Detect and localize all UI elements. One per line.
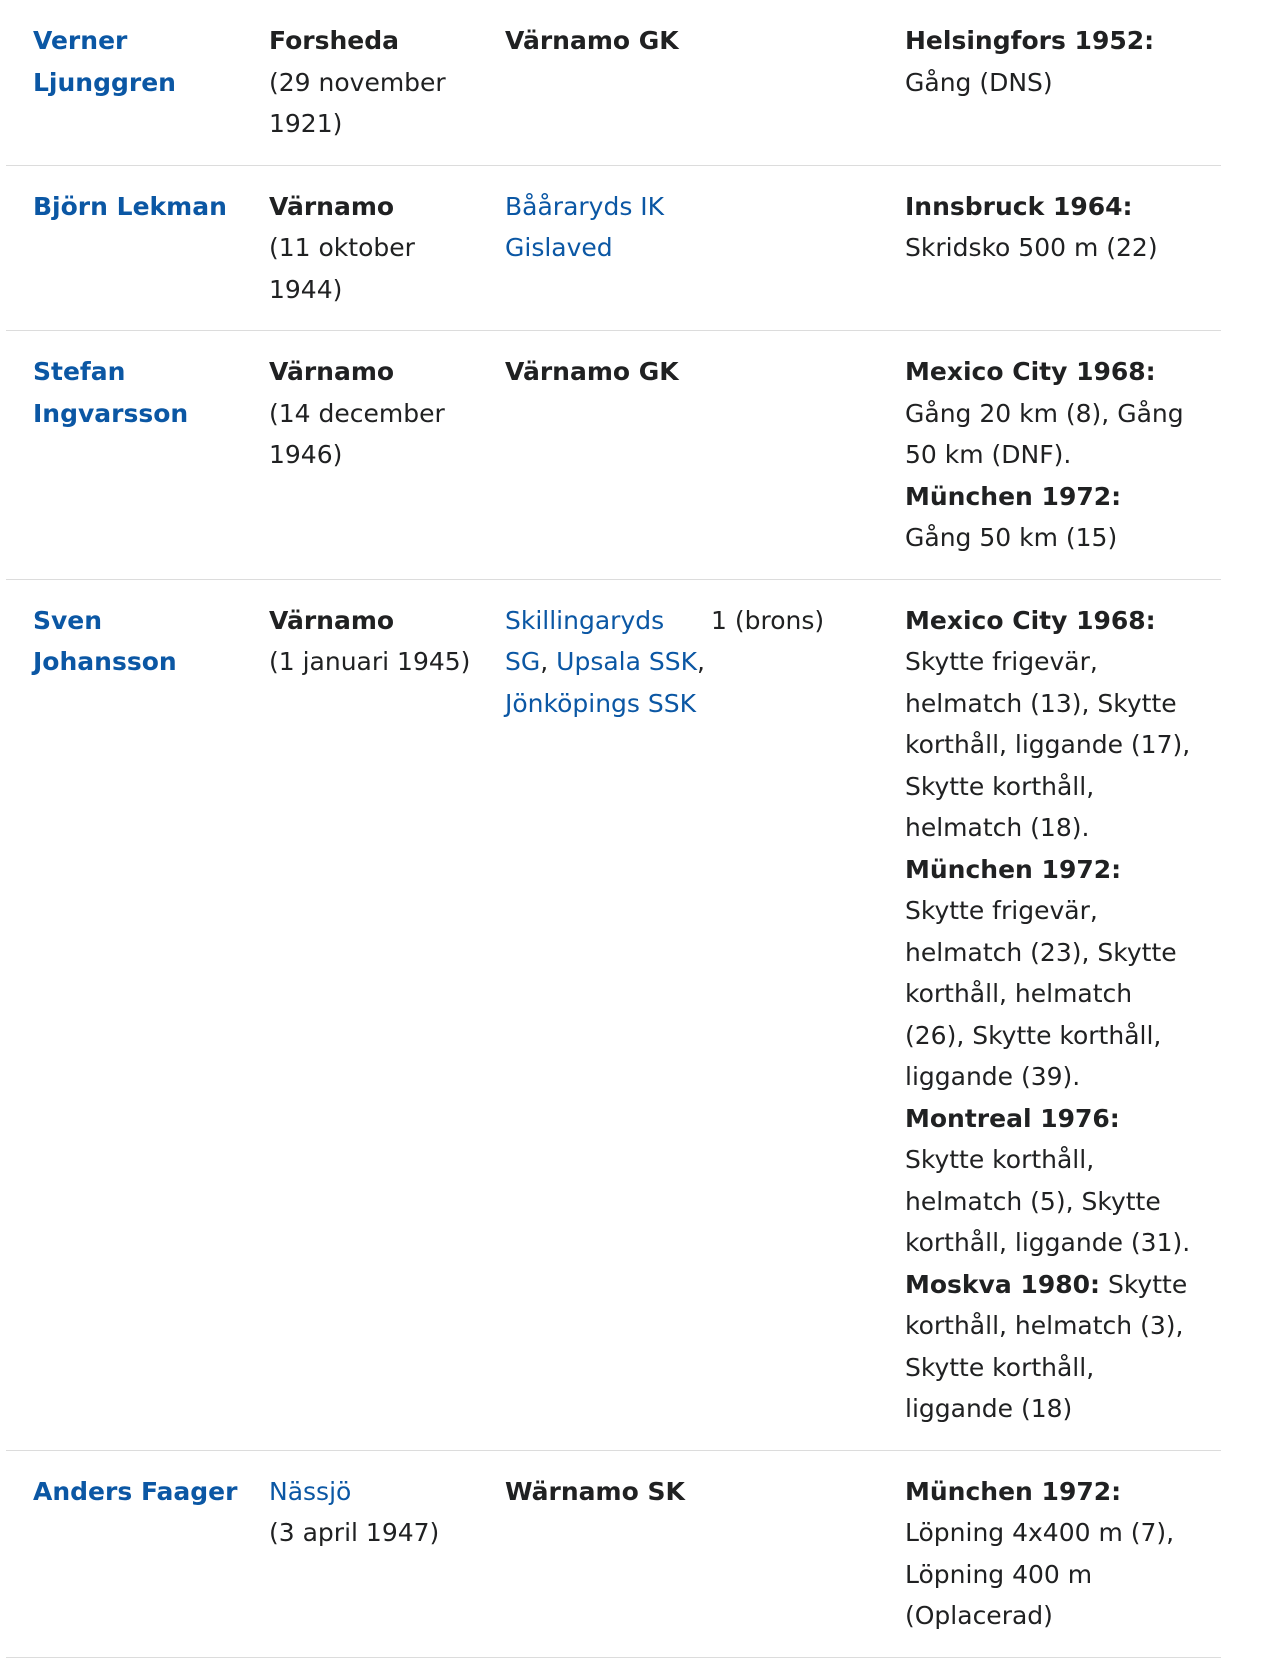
games-cell — [878, 165, 1221, 331]
name-cell — [6, 0, 242, 165]
birthdate: (3 april 1947) — [269, 1518, 440, 1547]
games-cell — [878, 0, 1221, 165]
medal-cell — [705, 0, 878, 165]
medal-text: 1 (brons) — [711, 605, 825, 635]
table-row — [6, 0, 1221, 165]
club-cell — [478, 165, 705, 331]
club-link[interactable]: Jönköpings SSK — [505, 688, 697, 718]
athlete-name-link[interactable]: Verner Ljunggren — [33, 26, 176, 97]
games-events: Löpning 4x400 m (7), Löpning 400 m (Oplacerad) — [905, 1518, 1175, 1630]
medal-cell — [705, 165, 878, 331]
games-edition: Moskva 1980: — [905, 1269, 1101, 1299]
medal-cell — [705, 579, 878, 1450]
club-cell: Skillingaryds SG, Upsala SSK, Jönköpings SSK — [478, 579, 705, 1450]
athlete-name-link[interactable]: Stefan Ingvarsson — [33, 357, 189, 428]
games-events: Gång 50 km (15) — [905, 523, 1118, 552]
games-events: Skytte frigevär, helmatch (13), Skytte korthåll, liggande (17), Skytte korthåll, helmatch (18). — [905, 647, 1191, 842]
club-link[interactable]: Skillingaryds SG — [505, 605, 665, 676]
games-edition: Mexico City 1968: — [905, 357, 1156, 386]
athlete-name-link[interactable]: Björn Lekman — [33, 191, 227, 221]
birthdate: (14 december 1946) — [269, 398, 445, 469]
name-cell — [6, 331, 242, 580]
medal-cell — [705, 331, 878, 580]
games-events: Gång (DNS) — [905, 67, 1053, 97]
name-cell — [6, 579, 242, 1450]
birthplace-link[interactable]: Nässjö — [269, 1476, 352, 1506]
club-cell — [478, 0, 705, 165]
birthplace: Värnamo — [269, 357, 395, 386]
birth-cell — [242, 0, 478, 165]
table-row — [6, 579, 1221, 1450]
club-name: Värnamo GK — [505, 26, 679, 55]
birthdate: (1 januari 1945) — [269, 647, 471, 676]
games-cell — [878, 331, 1221, 580]
games-events: Skytte korthåll, helmatch (5), Skytte korthåll, liggande (31). — [905, 1145, 1191, 1257]
club-link[interactable]: Bååraryds IK Gislaved — [505, 191, 665, 262]
birth-cell — [242, 579, 478, 1450]
games-cell — [878, 579, 1221, 1450]
table-row — [6, 165, 1221, 331]
club-name: Värnamo GK — [505, 357, 679, 386]
games-events: Skytte frigevär, helmatch (23), Skytte korthåll, helmatch (26), Skytte korthåll, liggande (39). — [905, 896, 1177, 1091]
table-row — [6, 331, 1221, 580]
games-edition: Innsbruck 1964: — [905, 191, 1133, 221]
games-events: Skytte korthåll, helmatch (3), Skytte korthåll, liggande (18) — [905, 1269, 1188, 1423]
birth-cell — [242, 165, 478, 331]
club-name: Wärnamo SK — [505, 1476, 685, 1506]
games-events: Gång 20 km (8), Gång 50 km (DNF). — [905, 398, 1184, 469]
birth-cell — [242, 331, 478, 580]
birthplace: Värnamo — [269, 191, 395, 221]
birthplace: Forsheda — [269, 26, 399, 55]
birthdate: (29 november 1921) — [269, 67, 446, 138]
games-edition: München 1972: — [905, 854, 1122, 884]
athlete-name-link[interactable]: Sven Johansson — [33, 605, 177, 676]
games-edition: München 1972: — [905, 481, 1122, 511]
athlete-name-link[interactable]: Anders Faager — [33, 1476, 238, 1506]
games-edition: Helsingfors 1952: — [905, 26, 1155, 55]
games-edition: Montreal 1976: — [905, 1103, 1120, 1133]
club-link[interactable]: Upsala SSK — [556, 647, 698, 676]
games-edition: Mexico City 1968: — [905, 605, 1156, 635]
name-cell — [6, 165, 242, 331]
games-edition: München 1972: — [905, 1476, 1122, 1506]
birthplace: Värnamo — [269, 605, 395, 635]
club-cell — [478, 331, 705, 580]
birthdate: (11 oktober 1944) — [269, 233, 415, 304]
athletes-table — [6, 0, 1221, 1658]
games-events: Skridsko 500 m (22) — [905, 233, 1158, 262]
